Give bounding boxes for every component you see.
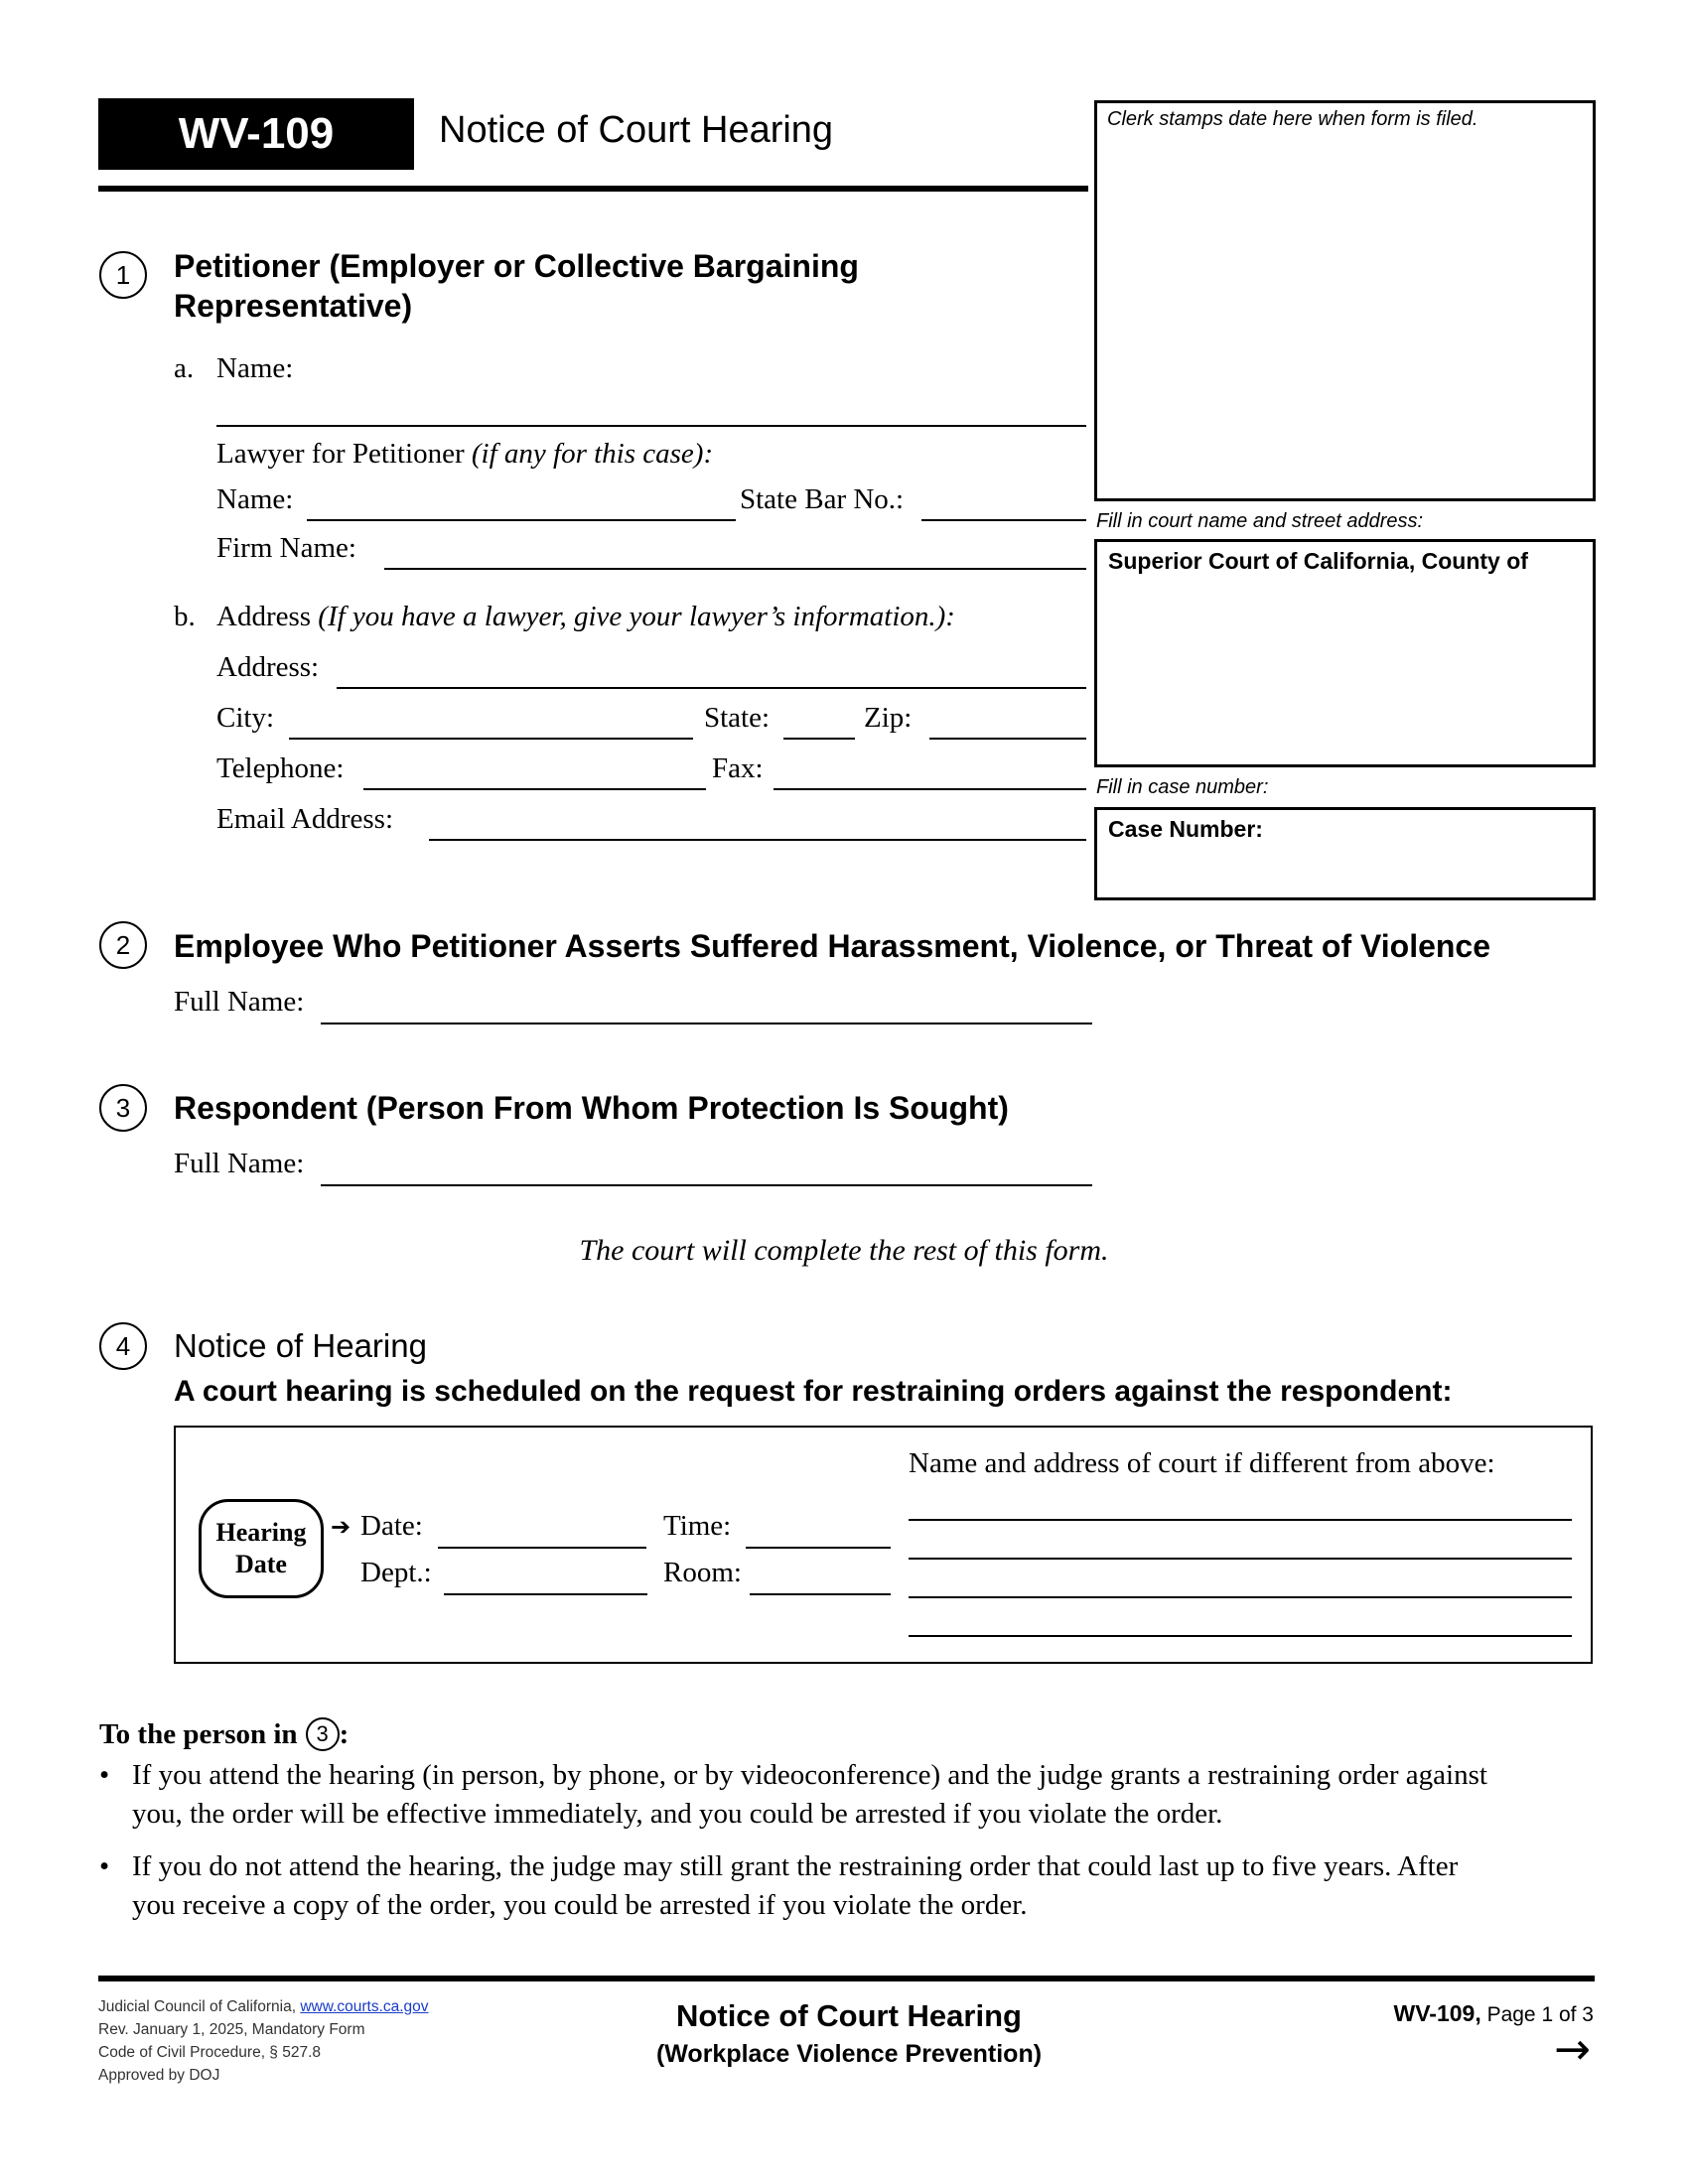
section4-title: Notice of Hearing [174, 1327, 427, 1364]
respondent-full-name-field[interactable] [321, 1184, 1092, 1186]
bullet-2-icon: • [99, 1850, 110, 1882]
footer-line-2: Rev. January 1, 2025, Mandatory Form [98, 2021, 365, 2038]
bullet-1-line1: If you attend the hearing (in person, by phone, or by videoconference) and the judge grants a restraining order against [132, 1759, 1487, 1791]
other-court-line-3[interactable] [909, 1596, 1572, 1598]
petitioner-name-field[interactable] [216, 425, 1086, 427]
bullet-2-line1: If you do not attend the hearing, the judge may still grant the restraining order that could last up to five years. After [132, 1850, 1459, 1882]
employee-full-name-field[interactable] [321, 1023, 1092, 1024]
zip-label: Zip: [864, 702, 913, 734]
address-section-note: (If you have a lawyer, give your lawyer’s information.): [318, 601, 955, 632]
footer-form-id: WV-109, [1393, 2000, 1481, 2026]
city-label: City: [216, 702, 275, 734]
state-bar-label: State Bar No.: [740, 483, 905, 515]
other-court-line-1[interactable] [909, 1519, 1572, 1521]
header-rule [98, 186, 1088, 192]
section2-title: Employee Who Petitioner Asserts Suffered Harassment, Violence, or Threat of Violence [174, 928, 1491, 964]
time-label: Time: [663, 1510, 732, 1542]
time-field[interactable] [746, 1547, 891, 1549]
footer-line-1 [98, 1998, 429, 2016]
date-label: Date: [360, 1510, 423, 1542]
court-name-label: Superior Court of California, County of [1108, 548, 1528, 574]
other-court-line-4[interactable] [909, 1635, 1572, 1637]
other-court-label: Name and address of court if different from above: [909, 1447, 1495, 1479]
footer-page-info [1394, 2000, 1594, 2027]
case-number-label: Case Number: [1108, 816, 1263, 842]
zip-field[interactable] [929, 738, 1086, 740]
section-number-1: 1 [99, 251, 147, 299]
clerk-stamp-box [1094, 100, 1596, 501]
section4-subtitle: A court hearing is scheduled on the request for restraining orders against the respondent: [174, 1375, 1453, 1408]
room-field[interactable] [750, 1593, 891, 1595]
section3-title: Respondent (Person From Whom Protection Is Sought) [174, 1090, 1009, 1126]
address-label: Address: [216, 651, 320, 683]
email-label: Email Address: [216, 803, 394, 835]
petitioner-name-label: Name: [216, 352, 294, 384]
email-field[interactable] [429, 839, 1086, 841]
footer-line-3: Code of Civil Procedure, § 527.8 [98, 2044, 322, 2061]
firm-name-label: Firm Name: [216, 532, 356, 564]
state-bar-field[interactable] [921, 519, 1086, 521]
room-label: Room: [663, 1557, 742, 1588]
city-field[interactable] [289, 738, 693, 740]
telephone-label: Telephone: [216, 752, 345, 784]
section1-title-line2: Representative) [174, 288, 413, 324]
hearing-date-badge [199, 1499, 324, 1598]
court-caption: Fill in court name and street address: [1096, 510, 1424, 532]
notice-heading-suffix: : [339, 1717, 350, 1750]
case-caption: Fill in case number: [1096, 776, 1269, 798]
lawyer-name-field[interactable] [307, 519, 736, 521]
firm-name-field[interactable] [384, 568, 1086, 570]
hearing-info-box [174, 1426, 1593, 1664]
footer-line-4: Approved by DOJ [98, 2067, 220, 2084]
employee-full-name-label: Full Name: [174, 986, 305, 1018]
footer-rule [98, 1976, 1595, 1981]
item-b-marker: b. [174, 601, 196, 632]
form-title: Notice of Court Hearing [439, 109, 834, 151]
section1-title-line1: Petitioner (Employer or Collective Bargaining [174, 248, 859, 284]
lawyer-label-note: (if any for this case): [471, 438, 714, 470]
address-field[interactable] [337, 687, 1086, 689]
state-field[interactable] [783, 738, 855, 740]
form-id: WV-109 [178, 109, 335, 158]
courts-link[interactable]: www.courts.ca.gov [300, 1998, 429, 2015]
footer-page-number: Page 1 of 3 [1480, 2003, 1594, 2026]
notice-heading [99, 1717, 349, 1751]
case-number-box[interactable] [1094, 807, 1596, 900]
address-section-text: Address [216, 601, 319, 632]
item-a-marker: a. [174, 352, 195, 384]
hearing-badge-line1: Hearing [215, 1518, 307, 1547]
other-court-line-2[interactable] [909, 1558, 1572, 1560]
notice-heading-ref: 3 [306, 1717, 340, 1751]
lawyer-label [216, 438, 713, 471]
state-label: State: [704, 702, 771, 734]
section-number-2: 2 [99, 921, 147, 969]
court-completes-note: The court will complete the rest of this form. [579, 1234, 1109, 1267]
form-id-badge [98, 98, 414, 170]
dept-label: Dept.: [360, 1557, 432, 1588]
footer-subtitle: (Workplace Violence Prevention) [655, 2040, 1043, 2068]
clerk-stamp-label: Clerk stamps date here when form is filed. [1107, 108, 1478, 130]
hearing-badge-line2: Date [235, 1550, 287, 1578]
address-section-label [216, 601, 955, 633]
date-field[interactable] [438, 1547, 646, 1549]
lawyer-label-text: Lawyer for Petitioner [216, 438, 472, 470]
bullet-1-icon: • [99, 1759, 110, 1791]
fax-label: Fax: [712, 752, 764, 784]
respondent-full-name-label: Full Name: [174, 1148, 305, 1179]
notice-heading-prefix: To the person in [99, 1717, 298, 1750]
dept-field[interactable] [444, 1593, 647, 1595]
fax-field[interactable] [774, 788, 1086, 790]
section-number-3: 3 [99, 1084, 147, 1132]
footer-publisher: Judicial Council of California, [98, 1998, 301, 2015]
next-page-arrow-icon[interactable]: → [1554, 2024, 1591, 2075]
lawyer-name-label: Name: [216, 483, 294, 515]
footer-title: Notice of Court Hearing [676, 1998, 1022, 2033]
section-number-4: 4 [99, 1322, 147, 1370]
bullet-2-line2: you receive a copy of the order, you could be arrested if you violate the order. [132, 1889, 1028, 1921]
telephone-field[interactable] [363, 788, 706, 790]
court-name-box[interactable] [1094, 539, 1596, 767]
arrow-icon: ➔ [331, 1513, 352, 1541]
bullet-1-line2: you, the order will be effective immediately, and you could be arrested if you violate the order. [132, 1798, 1223, 1830]
